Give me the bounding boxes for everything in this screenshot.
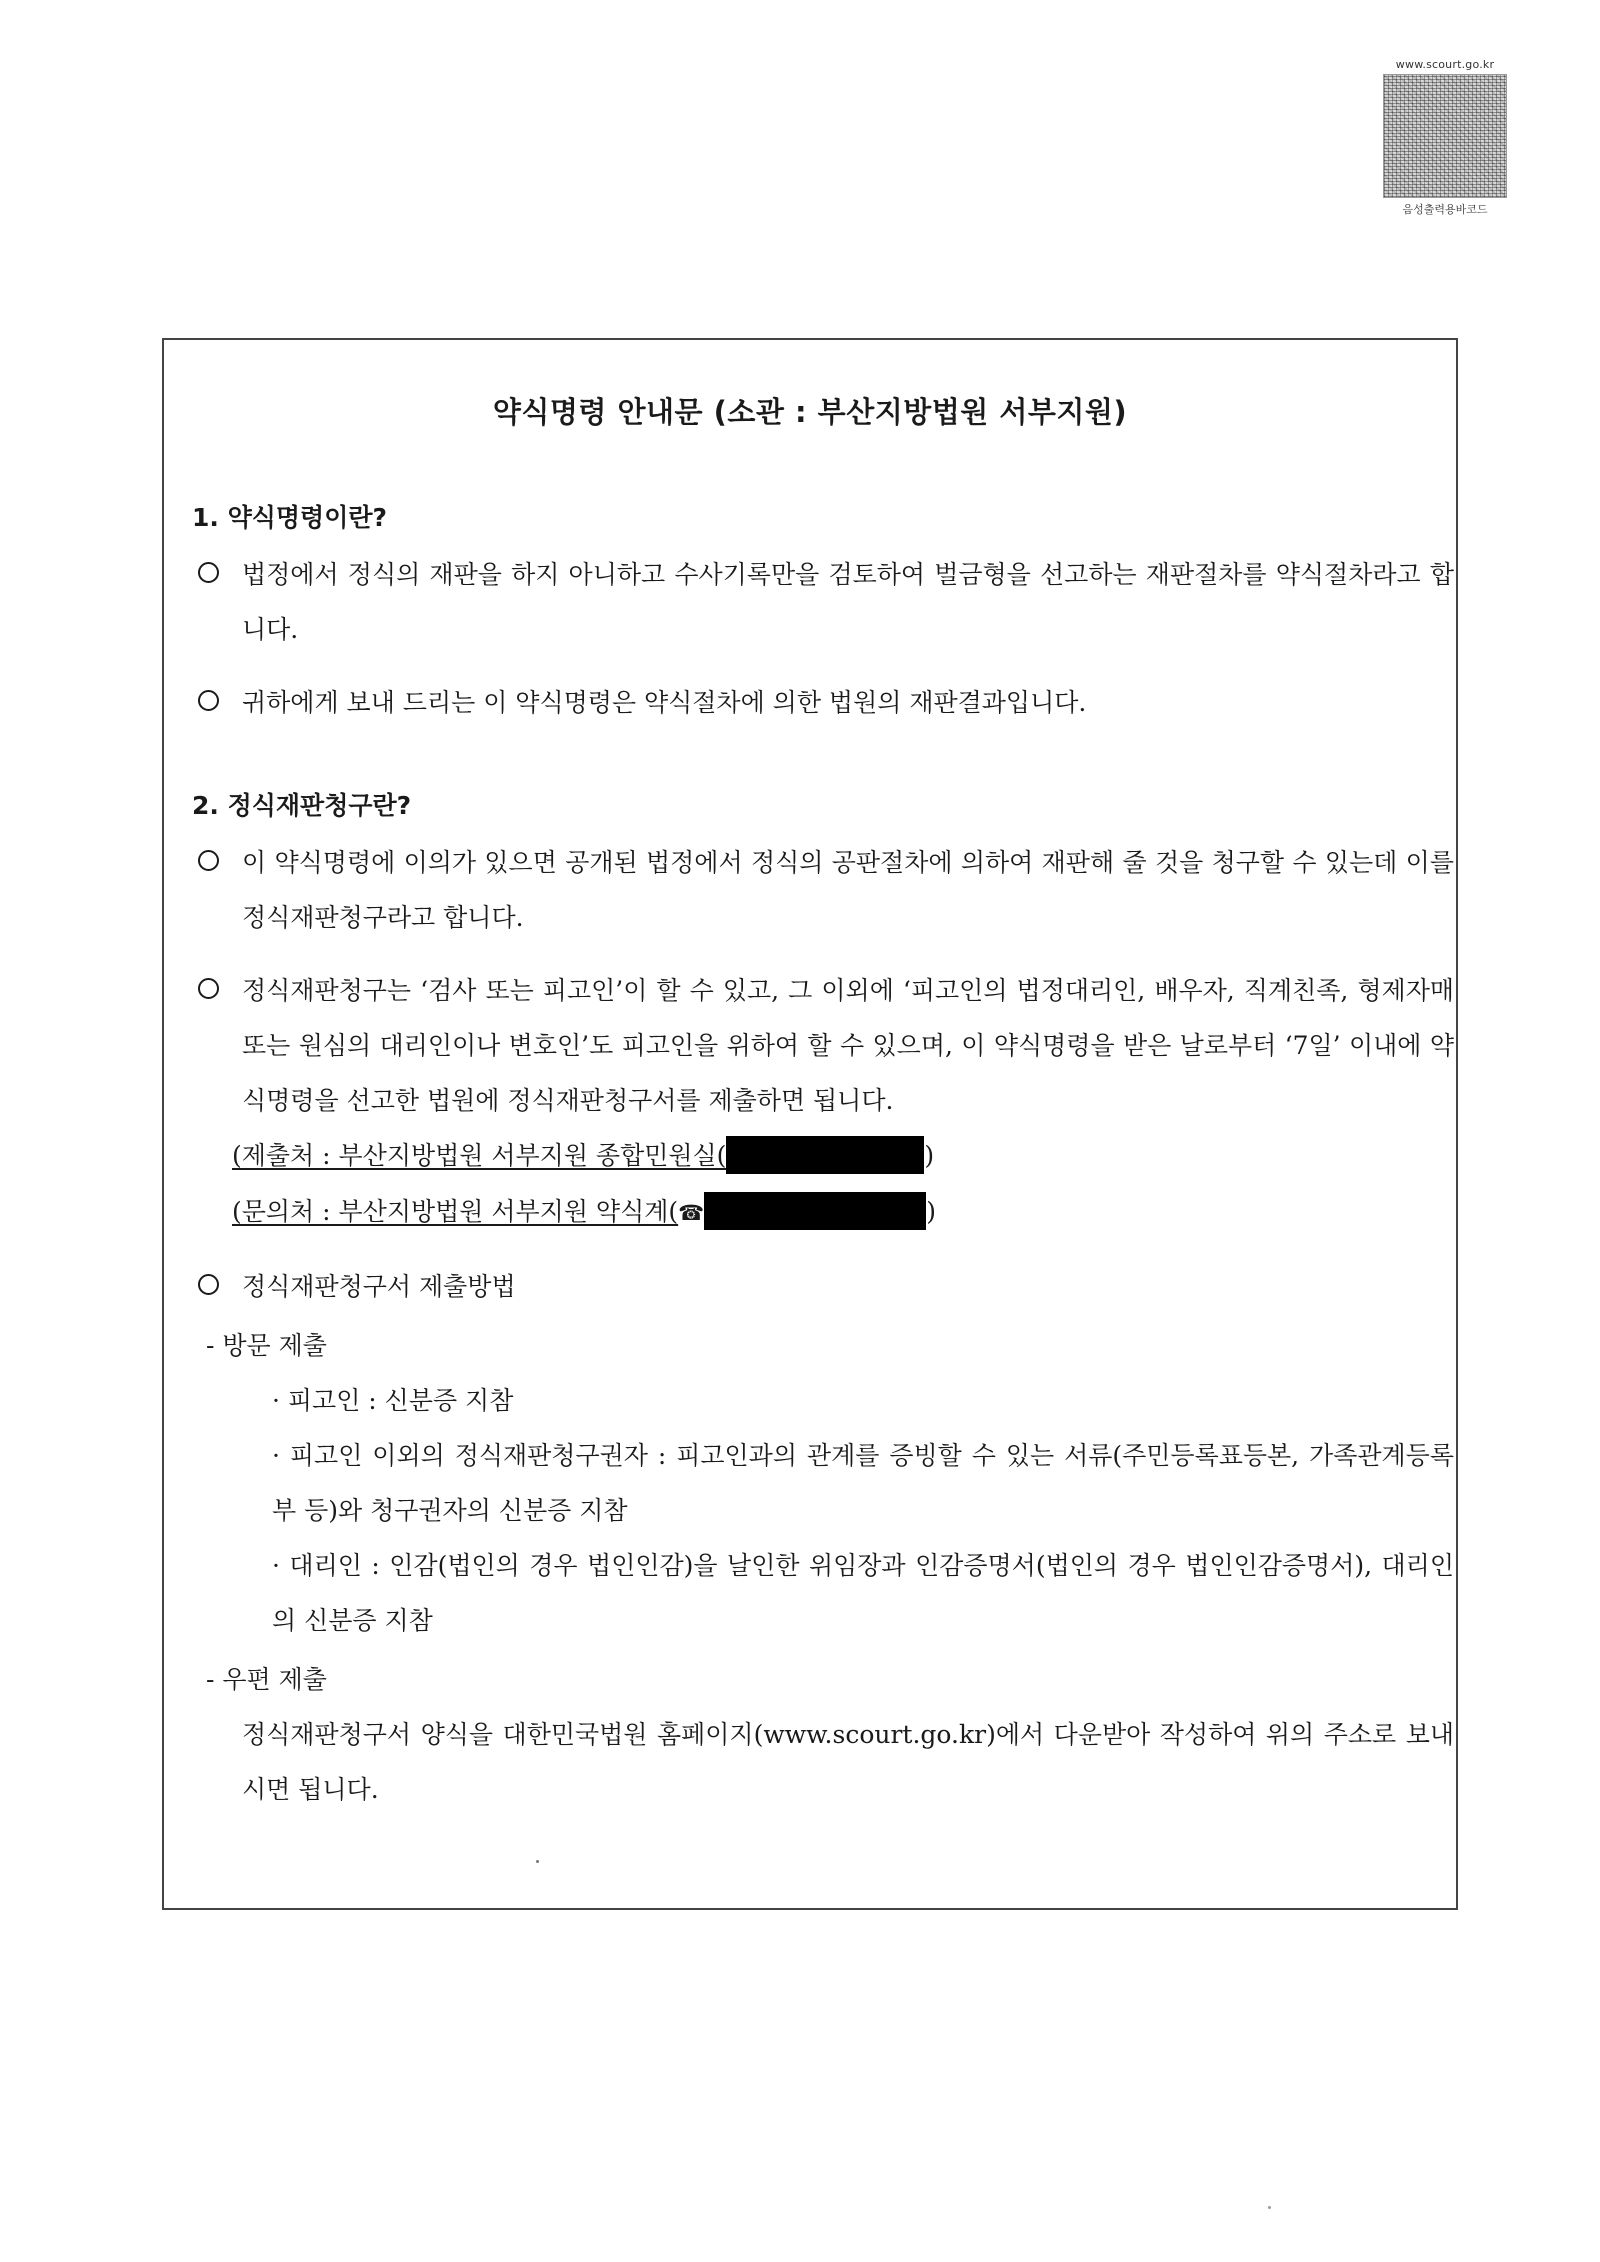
submit-method-bullet (192, 1259, 1454, 1314)
mail-submit-label: - 우편 제출 (206, 1665, 327, 1694)
redacted-block (726, 1136, 924, 1174)
submit-place-line (192, 1128, 1454, 1184)
close-paren: ) (926, 1197, 937, 1226)
mail-submit-text: 정식재판청구서 양식을 대한민국법원 홈페이지(www.scourt.go.kr)에서 다운받아 작성하여 위의 주소로 보내시면 됩니다. (242, 1720, 1454, 1804)
bullet-text: 법정에서 정식의 재판을 하지 아니하고 수사기록만을 검토하여 벌금형을 선고하는 재판절차를 약식절차라고 합니다. (242, 560, 1454, 644)
visit-item-1: · 피고인 : 신분증 지참 (272, 1386, 514, 1415)
bullet-text: 정식재판청구는 ‘검사 또는 피고인’이 할 수 있고, 그 이외에 ‘피고인의 법정대리인, 배우자, 직계친족, 형제자매 또는 원심의 대리인이나 변호인’도 피고인을 위하여 할 수 있으며, 이 약식명령을 받은 날로부터 ‘7일’ 이내에 약식명령을 선고한 법원에 정식재판청구서를 제출하면 됩니다. (242, 976, 1454, 1115)
circle-bullet-icon (198, 850, 219, 871)
method-heading: 정식재판청구서 제출방법 (242, 1272, 516, 1301)
barcode-url: www.scourt.go.kr (1395, 58, 1495, 71)
circle-bullet-icon (198, 690, 219, 711)
section-2-bullet-1 (192, 835, 1454, 945)
circle-bullet-icon (198, 978, 219, 999)
bullet-text: 이 약식명령에 이의가 있으면 공개된 법정에서 정식의 공판절차에 의하여 재판해 줄 것을 청구할 수 있는데 이를 정식재판청구라고 합니다. (242, 848, 1454, 932)
visit-submit-label: - 방문 제출 (206, 1331, 327, 1360)
inquiry-label: (문의처 : 부산지방법원 서부지원 약식계( (232, 1197, 679, 1226)
phone-icon: ☎ (678, 1201, 705, 1225)
circle-bullet-icon (198, 1274, 219, 1295)
circle-bullet-icon (198, 562, 219, 583)
close-paren: ) (924, 1141, 935, 1170)
submit-place-label: (제출처 : 부산지방법원 서부지원 종합민원실( (232, 1141, 727, 1170)
visit-item-3: · 대리인 : 인감(법인의 경우 법인인감)을 날인한 위임장과 인감증명서(법인의 경우 법인인감증명서), 대리인의 신분증 지참 (272, 1551, 1454, 1635)
section-2-bullet-2 (192, 963, 1454, 1128)
qr-barcode-icon (1383, 74, 1507, 198)
scan-speck (536, 1860, 539, 1863)
section-1-bullet-2 (192, 675, 1454, 730)
bullet-text: 귀하에게 보내 드리는 이 약식명령은 약식절차에 의한 법원의 재판결과입니다. (242, 688, 1087, 717)
section-1-bullet-1 (192, 547, 1454, 657)
voice-barcode (1380, 58, 1510, 217)
section-1-heading: 1. 약식명령이란? (192, 503, 387, 532)
visit-item-2: · 피고인 이외의 정식재판청구권자 : 피고인과의 관계를 증빙할 수 있는 서류(주민등록표등본, 가족관계등록부 등)와 청구권자의 신분증 지참 (272, 1441, 1454, 1525)
scan-speck (1268, 2206, 1271, 2209)
notice-body (192, 490, 1454, 1817)
redacted-block (704, 1192, 926, 1230)
inquiry-line (192, 1184, 1454, 1241)
section-2-heading: 2. 정식재판청구란? (192, 791, 412, 820)
page-title: 약식명령 안내문 (소관 : 부산지방법원 서부지원) (492, 395, 1128, 429)
barcode-caption: 음성출력용바코드 (1402, 203, 1488, 216)
